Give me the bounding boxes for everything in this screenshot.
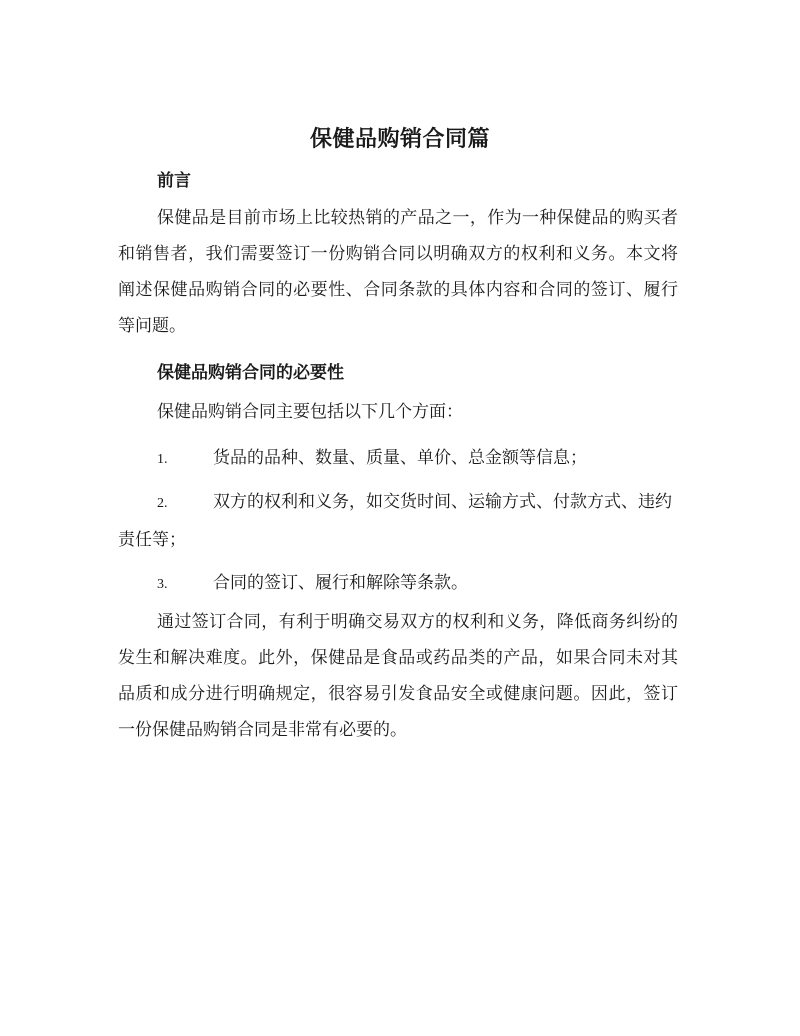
section-heading-preface: 前言 bbox=[157, 171, 191, 191]
list-item bbox=[118, 440, 678, 478]
preface-paragraph: 保健品是目前市场上比较热销的产品之一，作为一种保健品的购买者和销售者，我们需要签订一份购销合同以明确双方的权利和义务。本文将阐述保健品购销合同的必要性、合同条款的具体内容和合同的签订、履行等问题。 bbox=[118, 208, 678, 336]
list-item-number: 2. bbox=[157, 496, 168, 511]
list-item bbox=[118, 565, 678, 603]
list-item bbox=[118, 484, 678, 558]
necessity-intro-paragraph: 保健品购销合同主要包括以下几个方面： bbox=[157, 402, 463, 422]
list-item-text: 双方的权利和义务，如交货时间、运输方式、付款方式、违约责任等； bbox=[118, 492, 672, 550]
section-heading-necessity: 保健品购销合同的必要性 bbox=[157, 363, 344, 383]
list-item-text: 货品的品种、数量、质量、单价、总金额等信息； bbox=[213, 448, 587, 468]
necessity-conclusion-paragraph: 通过签订合同，有利于明确交易双方的权利和义务，降低商务纠纷的发生和解决难度。此外，保健品是食品或药品类的产品，如果合同未对其品质和成分进行明确规定，很容易引发食品安全或健康问题。因此，签订一份保健品购销合同是非常有必要的。 bbox=[118, 612, 678, 740]
list-item-number: 3. bbox=[157, 577, 168, 592]
list-item-text: 合同的签订、履行和解除等条款。 bbox=[213, 573, 468, 593]
list-item-number: 1. bbox=[157, 452, 168, 467]
document-title: 保健品购销合同篇 bbox=[309, 126, 490, 152]
